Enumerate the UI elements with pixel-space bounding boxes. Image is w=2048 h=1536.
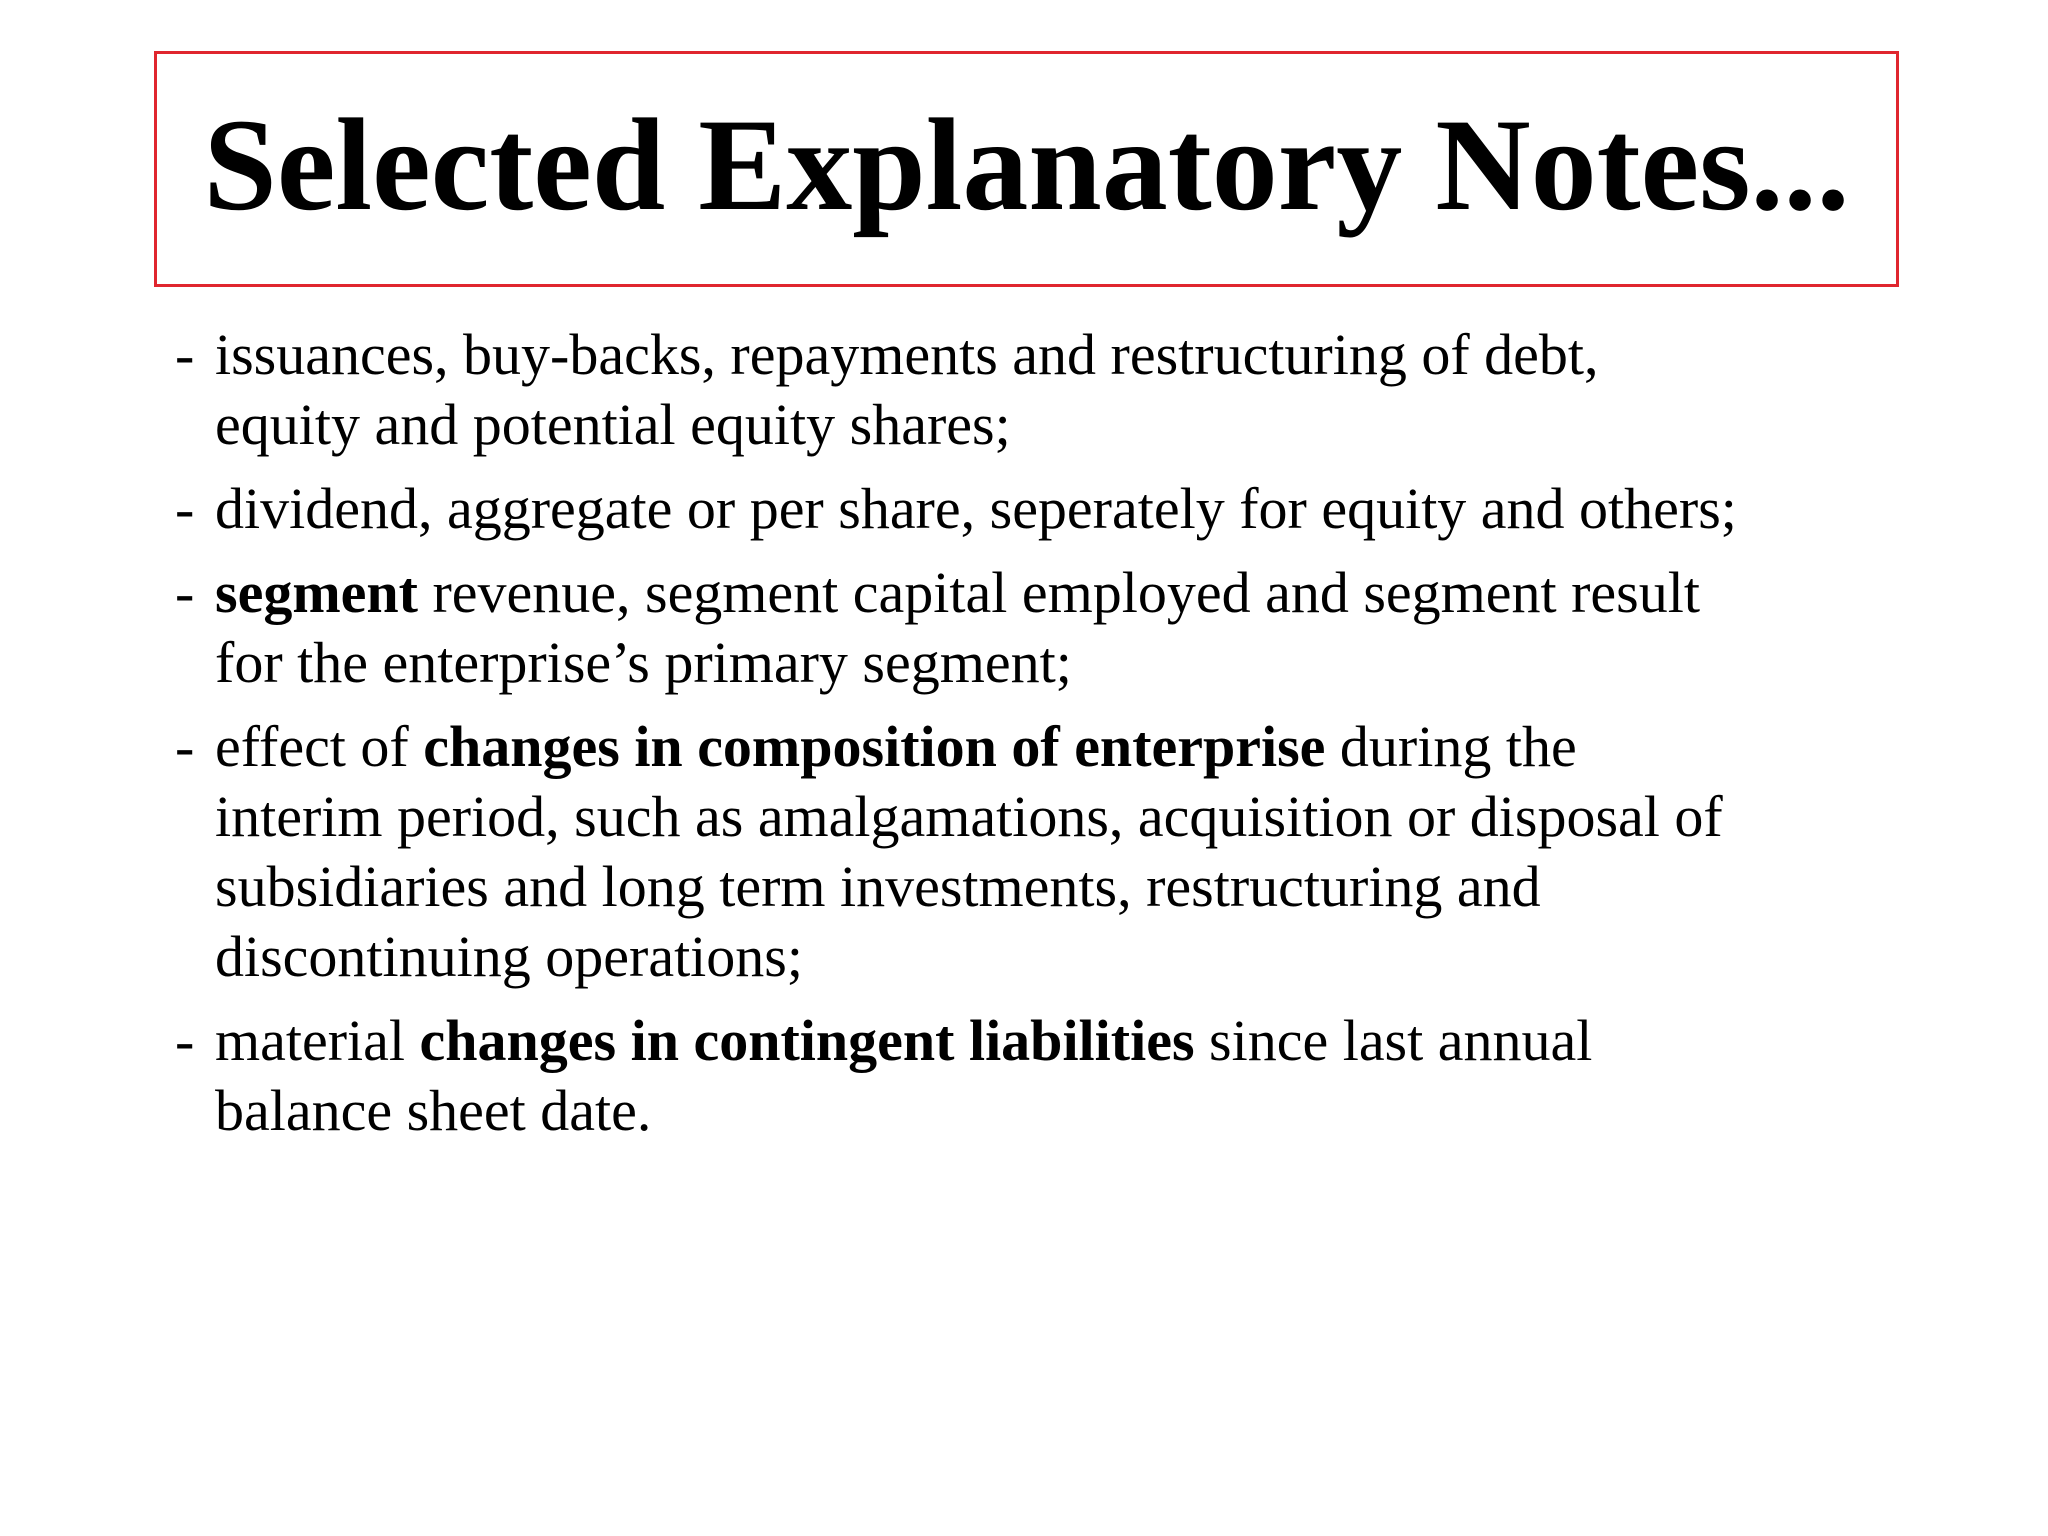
- slide-title: Selected Explanatory Notes...: [203, 91, 1850, 238]
- bullet-dash: -: [175, 560, 195, 625]
- bullet-dash: -: [175, 1008, 195, 1073]
- note-text: discontinuing operations;: [215, 924, 803, 989]
- note-text: material: [215, 1008, 420, 1073]
- note-text: balance sheet date.: [215, 1078, 652, 1143]
- note-text: effect of: [215, 714, 424, 779]
- note-text: subsidiaries and long term investments, restructuring and: [215, 854, 1541, 919]
- note-text: dividend, aggregate or per share, seperately for equity and others;: [215, 476, 1737, 541]
- note-emphasis: changes in composition of enterprise: [423, 714, 1326, 779]
- bullet-dash: -: [175, 322, 195, 387]
- note-text: revenue, segment capital employed and segment result: [417, 560, 1700, 625]
- note-text: issuances, buy-backs, repayments and restructuring of debt,: [215, 322, 1599, 387]
- note-text: equity and potential equity shares;: [215, 392, 1011, 457]
- note-text: for the enterprise’s primary segment;: [215, 630, 1072, 695]
- note-text: since last annual: [1194, 1008, 1593, 1073]
- note-item-segment: [175, 558, 2015, 698]
- note-text: interim period, such as amalgamations, acquisition or disposal of: [215, 784, 1723, 849]
- note-item-composition-changes: [175, 712, 2015, 992]
- note-emphasis: segment: [215, 560, 418, 625]
- note-item-contingent-liabilities: [175, 1006, 2015, 1146]
- title-box: [154, 51, 1899, 287]
- note-item-debt-equity: [175, 320, 2015, 460]
- note-text: during the: [1325, 714, 1577, 779]
- bullet-dash: -: [175, 476, 195, 541]
- note-item-dividend: [175, 474, 2015, 544]
- notes-list: [175, 320, 2015, 1160]
- bullet-dash: -: [175, 714, 195, 779]
- note-emphasis: changes in contingent liabilities: [419, 1008, 1195, 1073]
